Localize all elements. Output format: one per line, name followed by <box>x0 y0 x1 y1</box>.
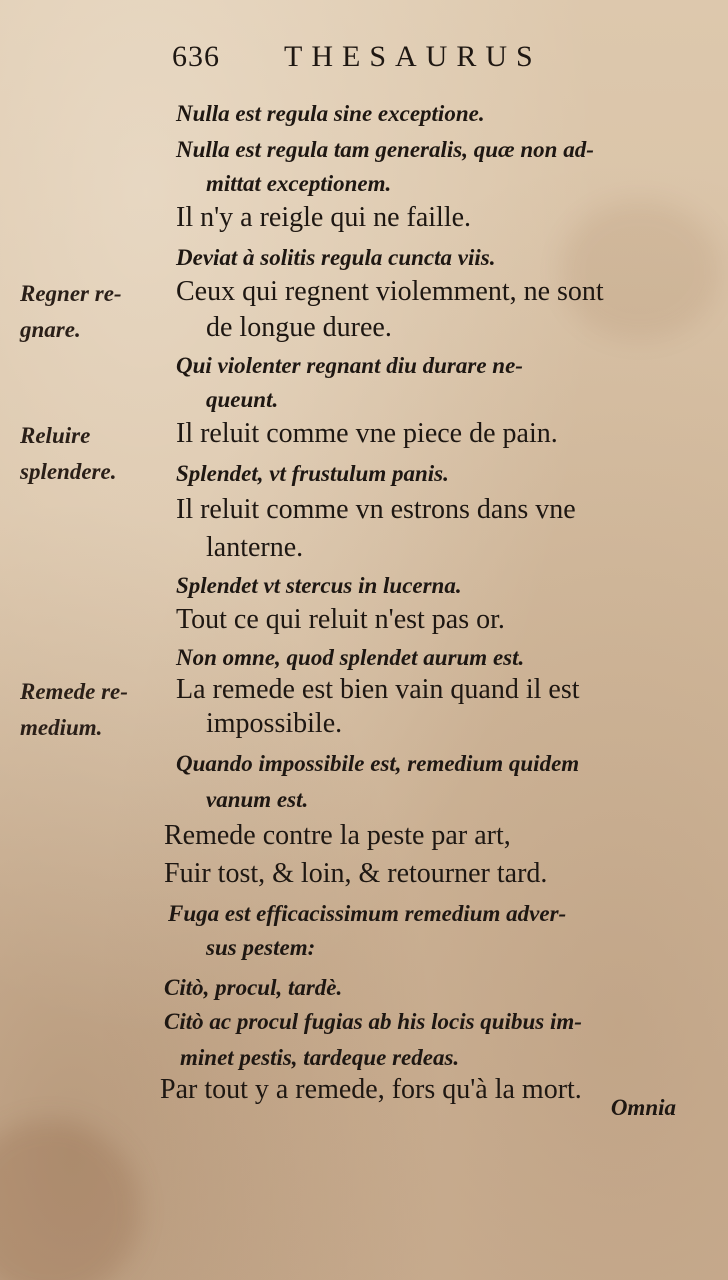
text-line: vanum est. <box>206 787 309 812</box>
page-stain <box>560 200 720 340</box>
text-line: Citò, procul, tardè. <box>164 975 343 1000</box>
text-line: lanterne. <box>206 532 304 563</box>
text-line: Citò ac procul fugias ab his locis quibus im- <box>164 1009 582 1034</box>
margin-note: medium. <box>20 715 103 740</box>
text-line: sus pestem: <box>206 935 316 960</box>
text-line: Fuir tost, & loin, & retourner tard. <box>164 858 548 889</box>
text-line: Qui violenter regnant diu durare ne- <box>176 353 523 378</box>
text-line: Il reluit comme vn estrons dans vne <box>176 494 576 525</box>
text-line: Nulla est regula tam generalis, quæ non ad- <box>176 137 594 162</box>
text-line: Il n'y a reigle qui ne faille. <box>176 202 472 233</box>
text-line: Splendet vt stercus in lucerna. <box>176 573 462 598</box>
text-line: Il reluit comme vne piece de pain. <box>176 418 558 449</box>
page-stain <box>0 1120 140 1280</box>
page-header <box>172 40 602 80</box>
margin-note: splendere. <box>20 459 117 484</box>
text-line: Deviat à solitis regula cuncta viis. <box>176 245 496 270</box>
text-line: minet pestis, tardeque redeas. <box>180 1045 460 1070</box>
text-line: mittat exceptionem. <box>206 171 392 196</box>
text-line: Remede contre la peste par art, <box>164 820 511 851</box>
text-line: Quando impossibile est, remedium quidem <box>176 751 580 776</box>
text-line: Fuga est efficacissimum remedium adver- <box>168 901 567 926</box>
text-line: Splendet, vt frustulum panis. <box>176 461 449 486</box>
catchword: Omnia <box>610 1095 676 1120</box>
margin-note: Reluire <box>20 423 91 448</box>
margin-note: Regner re- <box>20 281 122 306</box>
running-title: THESAURUS <box>284 40 542 73</box>
text-line: de longue duree. <box>206 312 392 343</box>
text-line: queunt. <box>206 387 279 412</box>
text-line: Nulla est regula sine exceptione. <box>176 101 485 126</box>
text-line: Ceux qui regnent violemment, ne sont <box>176 276 604 307</box>
page-number: 636 <box>172 40 220 73</box>
text-line: Par tout y a remede, fors qu'à la mort. <box>160 1074 582 1105</box>
text-line: La remede est bien vain quand il est <box>176 674 580 705</box>
margin-note: Remede re- <box>20 679 128 704</box>
text-line: Non omne, quod splendet aurum est. <box>176 645 525 670</box>
text-line: impossibile. <box>206 708 343 739</box>
margin-note: gnare. <box>20 317 81 342</box>
text-line: Tout ce qui reluit n'est pas or. <box>176 604 505 635</box>
